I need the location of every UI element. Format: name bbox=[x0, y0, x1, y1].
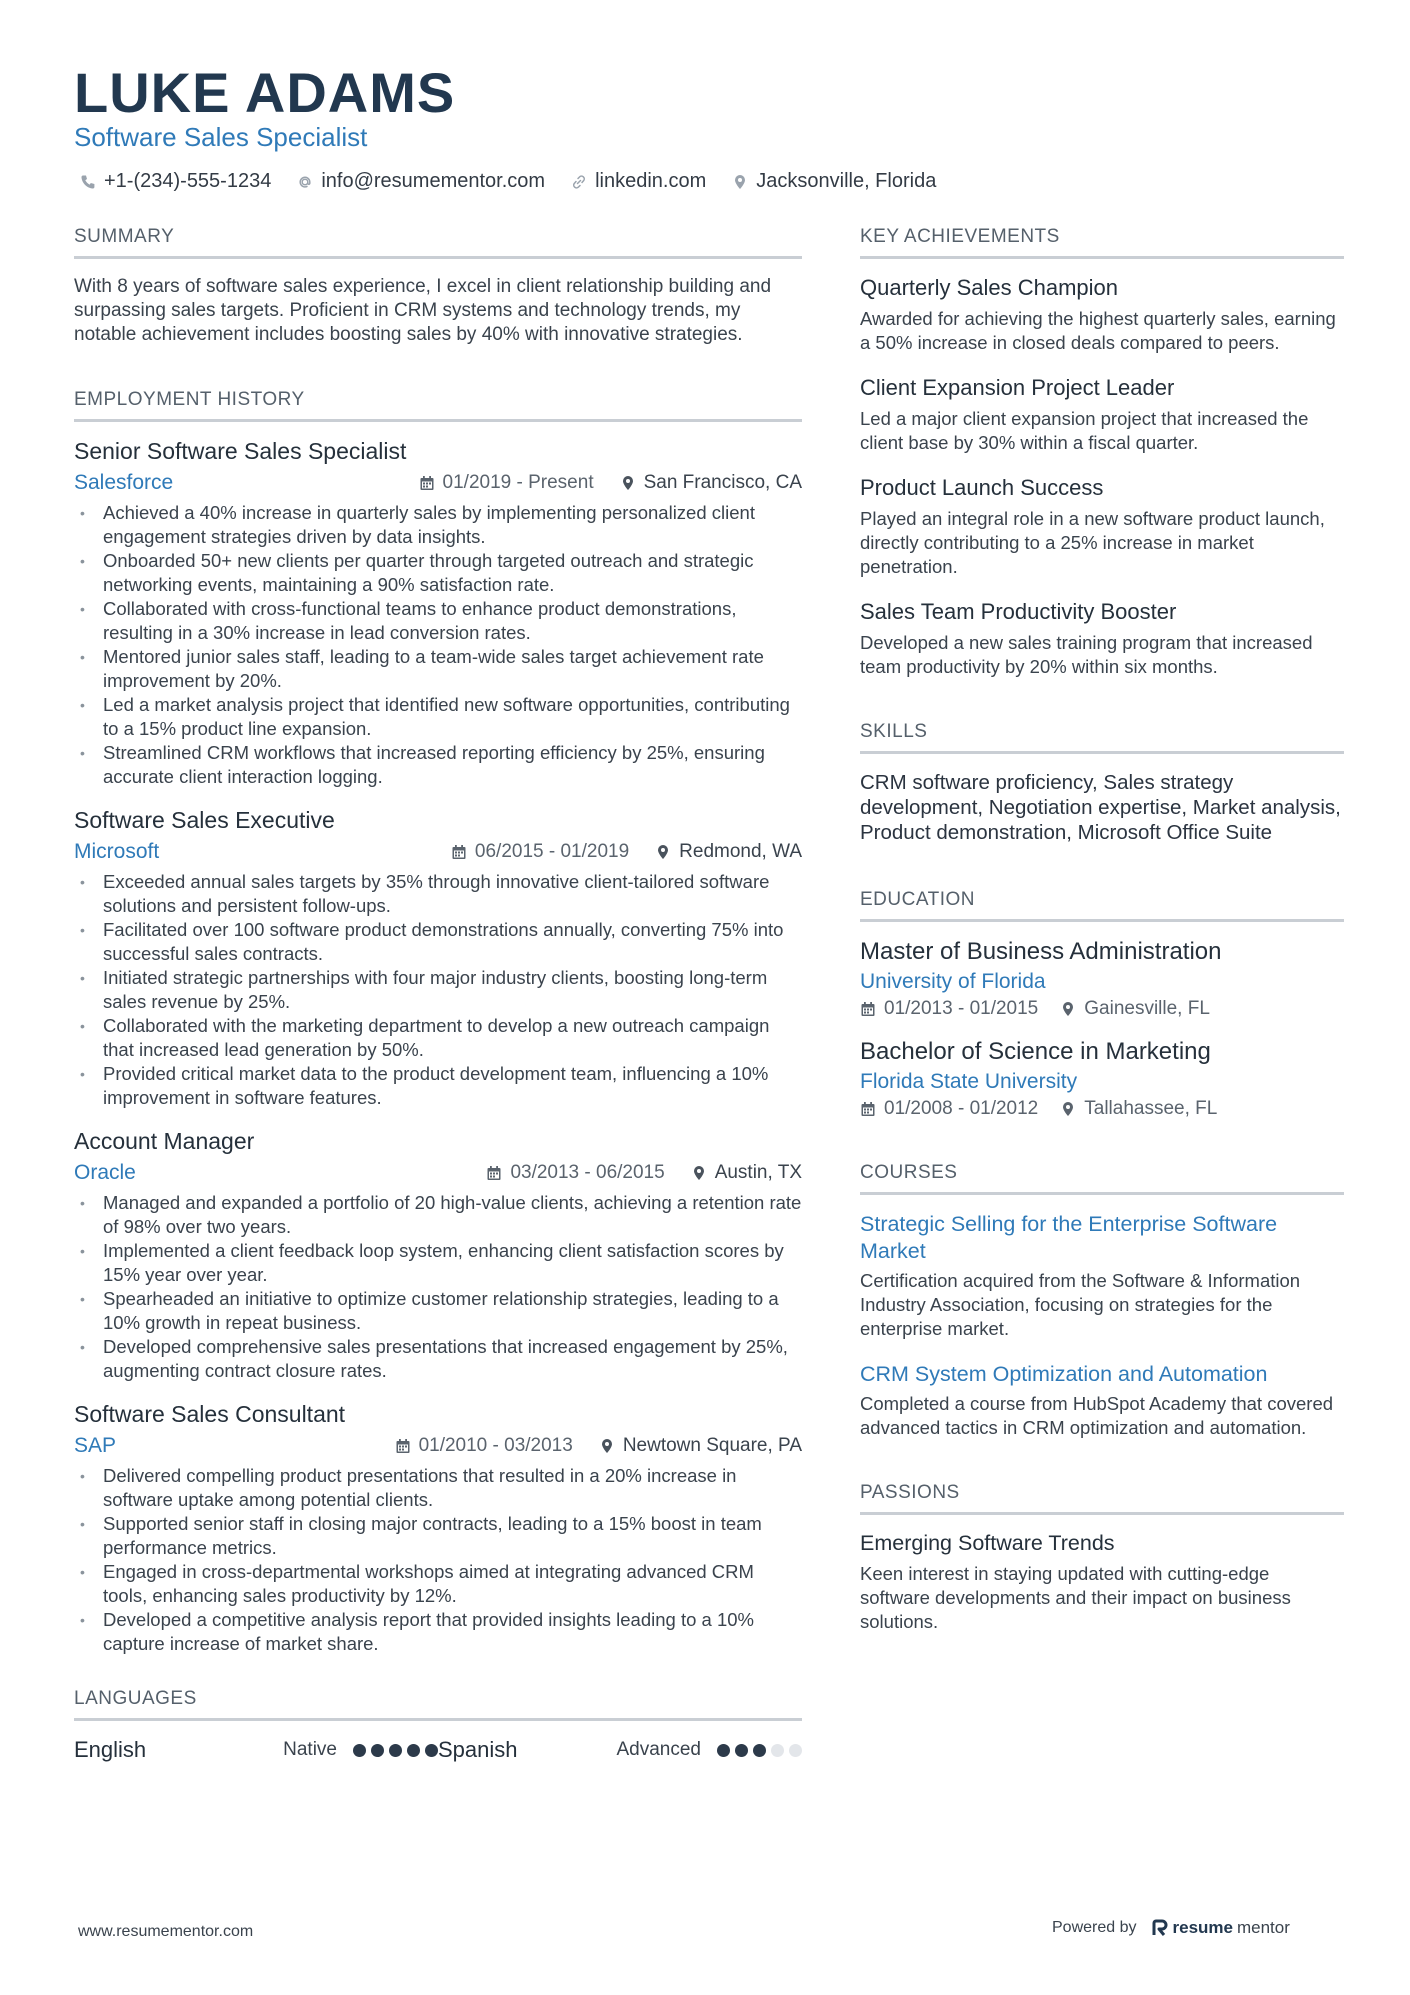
job-entry bbox=[74, 1128, 802, 1383]
job-bullet: • Developed comprehensive sales presentations that increased engagement by 25%, augmenting contract closure rates. bbox=[74, 1335, 802, 1383]
achievement-desc: Played an integral role in a new software product launch, directly contributing to a 25% increase in market penetration. bbox=[860, 508, 1325, 577]
job-bullet: • Facilitated over 100 software product demonstrations annually, converting 75% into successful sales contracts. bbox=[74, 918, 802, 966]
passions-heading: PASSIONS bbox=[860, 1482, 1344, 1515]
job-meta bbox=[74, 1161, 802, 1185]
achievement-title: Product Launch Success bbox=[860, 475, 1104, 500]
calendar-icon bbox=[486, 1165, 502, 1181]
candidate-name: LUKE ADAMS bbox=[74, 61, 456, 124]
job-bullets bbox=[74, 501, 802, 789]
proficiency-dot-empty bbox=[789, 1744, 802, 1757]
location-pin-icon bbox=[1060, 1001, 1076, 1017]
language-level: Native bbox=[283, 1739, 337, 1760]
job-title: Software Sales Consultant bbox=[74, 1401, 346, 1427]
passion-title: Emerging Software Trends bbox=[860, 1531, 1115, 1555]
achievement-title: Sales Team Productivity Booster bbox=[860, 599, 1177, 624]
job-location-text: Austin, TX bbox=[714, 1162, 802, 1183]
job-location-text: San Francisco, CA bbox=[643, 472, 802, 493]
language-name: English bbox=[74, 1737, 147, 1762]
brand-name-rest: mentor bbox=[1236, 1918, 1290, 1937]
job-location bbox=[599, 1435, 802, 1457]
proficiency-dot-filled bbox=[735, 1744, 748, 1757]
course-desc: Certification acquired from the Software & Information Industry Association, focusing on strategies for the enterprise market. bbox=[860, 1270, 1301, 1339]
passion-item bbox=[860, 1531, 1344, 1634]
education-location-text: Gainesville, FL bbox=[1084, 998, 1210, 1019]
job-location bbox=[691, 1162, 802, 1184]
summary-text: With 8 years of software sales experience, I excel in client relationship building and surpassing sales targets. Proficient in CRM systems and technology trends, my notable achievement includes boosting sales by 40% with innovative strategies. bbox=[74, 276, 772, 345]
proficiency-dot-filled bbox=[407, 1744, 420, 1757]
candidate-title: Software Sales Specialist bbox=[74, 122, 368, 152]
job-company: Microsoft bbox=[74, 840, 160, 863]
phone-icon bbox=[80, 174, 96, 190]
location-pin-icon bbox=[691, 1165, 707, 1181]
language-item bbox=[438, 1737, 802, 1763]
job-bullet: • Provided critical market data to the product development team, influencing a 10% improvement in software features. bbox=[74, 1062, 802, 1110]
location-pin-icon bbox=[655, 844, 671, 860]
job-dates bbox=[451, 841, 629, 863]
job-bullet: • Streamlined CRM workflows that increased reporting efficiency by 25%, ensuring accurate client interaction logging. bbox=[74, 741, 802, 789]
job-company: Salesforce bbox=[74, 471, 174, 494]
brand-logo[interactable] bbox=[1151, 1918, 1290, 1938]
education-location-text: Tallahassee, FL bbox=[1084, 1098, 1218, 1119]
contact-linkedin-text: linkedin.com bbox=[595, 170, 707, 192]
achievement-desc: Awarded for achieving the highest quarterly sales, earning a 50% increase in closed deals compared to peers. bbox=[860, 308, 1336, 353]
footer-branding bbox=[1052, 1918, 1290, 1938]
job-entry bbox=[74, 438, 802, 789]
calendar-icon bbox=[451, 844, 467, 860]
job-location-text: Redmond, WA bbox=[679, 841, 802, 862]
education-location bbox=[1060, 998, 1210, 1020]
education-dates-text: 01/2008 - 01/2012 bbox=[884, 1098, 1039, 1119]
language-level: Advanced bbox=[616, 1739, 701, 1760]
education-dates bbox=[860, 1098, 1038, 1120]
proficiency-dot-filled bbox=[389, 1744, 402, 1757]
job-location-text: Newtown Square, PA bbox=[622, 1435, 802, 1456]
course-item bbox=[860, 1211, 1344, 1341]
contact-email-text: info@resumementor.com bbox=[321, 170, 546, 192]
course-item bbox=[860, 1361, 1344, 1440]
achievement-item bbox=[860, 599, 1344, 679]
calendar-icon bbox=[419, 475, 435, 491]
course-title: CRM System Optimization and Automation bbox=[860, 1362, 1268, 1386]
education-school: University of Florida bbox=[860, 970, 1046, 993]
proficiency-dot-empty bbox=[771, 1744, 784, 1757]
link-icon bbox=[571, 174, 587, 190]
achievement-title: Client Expansion Project Leader bbox=[860, 375, 1175, 400]
job-entry bbox=[74, 807, 802, 1110]
achievement-desc: Led a major client expansion project that increased the client base by 30% within a fiscal quarter. bbox=[860, 408, 1309, 453]
calendar-icon bbox=[395, 1438, 411, 1454]
job-dates-text: 01/2019 - Present bbox=[442, 472, 594, 493]
job-bullets bbox=[74, 870, 802, 1110]
summary-heading: SUMMARY bbox=[74, 226, 802, 259]
proficiency-dot-filled bbox=[717, 1744, 730, 1757]
course-desc: Completed a course from HubSpot Academy that covered advanced tactics in CRM optimization and automation. bbox=[860, 1393, 1334, 1438]
job-bullet: • Delivered compelling product presentations that resulted in a 20% increase in software uptake among potential clients. bbox=[74, 1464, 802, 1512]
languages-heading: LANGUAGES bbox=[74, 1688, 802, 1721]
passion-desc: Keen interest in staying updated with cutting-edge software developments and their impact on business solutions. bbox=[860, 1563, 1291, 1632]
contact-location bbox=[732, 170, 936, 193]
skills-text: CRM software proficiency, Sales strategy development, Negotiation expertise, Market analysis, Product demonstration, Microsoft Office Suite bbox=[860, 771, 1341, 844]
job-location bbox=[655, 841, 802, 863]
achievement-desc: Developed a new sales training program that increased team productivity by 20% within six months. bbox=[860, 632, 1313, 677]
job-location bbox=[620, 472, 802, 494]
left-column bbox=[74, 226, 802, 1763]
job-bullet: • Engaged in cross-departmental workshops aimed at integrating advanced CRM tools, enhancing sales productivity by 12%. bbox=[74, 1560, 802, 1608]
education-heading: EDUCATION bbox=[860, 889, 1344, 922]
achievement-title: Quarterly Sales Champion bbox=[860, 275, 1119, 300]
contact-phone-text: +1-(234)-555-1234 bbox=[104, 170, 272, 192]
courses-heading: COURSES bbox=[860, 1162, 1344, 1195]
skills-heading: SKILLS bbox=[860, 721, 1344, 754]
job-bullet: • Onboarded 50+ new clients per quarter through targeted outreach and strategic networking events, maintaining a 90% satisfaction rate. bbox=[74, 549, 802, 597]
job-bullet: • Supported senior staff in closing major contracts, leading to a 15% boost in team performance metrics. bbox=[74, 1512, 802, 1560]
job-meta bbox=[74, 840, 802, 864]
job-bullet: • Collaborated with cross-functional teams to enhance product demonstrations, resulting in a 30% increase in lead conversion rates. bbox=[74, 597, 802, 645]
footer-website[interactable]: www.resumementor.com bbox=[78, 1923, 254, 1940]
job-bullet: • Spearheaded an initiative to optimize customer relationship strategies, leading to a 10% growth in repeat business. bbox=[74, 1287, 802, 1335]
proficiency-dot-filled bbox=[353, 1744, 366, 1757]
job-title: Account Manager bbox=[74, 1128, 255, 1154]
job-bullets bbox=[74, 1464, 802, 1656]
achievements-heading: KEY ACHIEVEMENTS bbox=[860, 226, 1344, 259]
achievement-item bbox=[860, 475, 1344, 579]
brand-name-bold: resume bbox=[1172, 1918, 1233, 1937]
job-dates-text: 03/2013 - 06/2015 bbox=[510, 1162, 665, 1183]
at-icon bbox=[297, 174, 313, 190]
job-bullet: • Collaborated with the marketing department to develop a new outreach campaign that increased lead generation by 50%. bbox=[74, 1014, 802, 1062]
job-dates bbox=[395, 1435, 573, 1457]
education-item bbox=[860, 1038, 1344, 1120]
language-name: Spanish bbox=[438, 1737, 518, 1762]
education-dates bbox=[860, 998, 1038, 1020]
proficiency-dot-filled bbox=[425, 1744, 438, 1757]
job-company: SAP bbox=[74, 1434, 117, 1457]
job-bullet: • Led a market analysis project that identified new software opportunities, contributing to a 15% product line expansion. bbox=[74, 693, 802, 741]
contact-linkedin[interactable] bbox=[571, 170, 706, 193]
location-pin-icon bbox=[732, 174, 748, 190]
language-dots bbox=[717, 1744, 802, 1757]
education-degree: Bachelor of Science in Marketing bbox=[860, 1038, 1211, 1065]
job-bullet: • Implemented a client feedback loop system, enhancing client satisfaction scores by 15% year over year. bbox=[74, 1239, 802, 1287]
job-dates bbox=[419, 472, 594, 494]
achievement-item bbox=[860, 375, 1344, 455]
job-bullet: • Mentored junior sales staff, leading to a team-wide sales target achievement rate improvement by 20%. bbox=[74, 645, 802, 693]
job-meta bbox=[74, 471, 802, 495]
job-entry bbox=[74, 1401, 802, 1656]
job-company: Oracle bbox=[74, 1161, 136, 1184]
employment-heading: EMPLOYMENT HISTORY bbox=[74, 389, 802, 422]
job-bullet: • Developed a competitive analysis report that provided insights leading to a 10% capture increase of market share. bbox=[74, 1608, 802, 1656]
location-pin-icon bbox=[620, 475, 636, 491]
language-dots bbox=[353, 1744, 438, 1757]
job-bullet: • Exceeded annual sales targets by 35% through innovative client-tailored software solutions and persistent follow-ups. bbox=[74, 870, 802, 918]
job-bullet: • Initiated strategic partnerships with four major industry clients, boosting long-term sales revenue by 25%. bbox=[74, 966, 802, 1014]
contact-email[interactable] bbox=[297, 170, 545, 193]
achievement-item bbox=[860, 275, 1344, 355]
resumementor-logo-icon bbox=[1151, 1919, 1169, 1937]
right-column bbox=[860, 226, 1344, 1634]
job-bullets bbox=[74, 1191, 802, 1383]
calendar-icon bbox=[860, 1101, 876, 1117]
course-title: Strategic Selling for the Enterprise Software Market bbox=[860, 1212, 1278, 1263]
contact-phone[interactable] bbox=[80, 170, 271, 193]
language-item bbox=[74, 1737, 438, 1763]
powered-by-label: Powered by bbox=[1052, 1919, 1137, 1936]
job-meta bbox=[74, 1434, 802, 1458]
job-title: Software Sales Executive bbox=[74, 807, 335, 833]
job-dates-text: 06/2015 - 01/2019 bbox=[474, 841, 630, 862]
location-pin-icon bbox=[599, 1438, 615, 1454]
calendar-icon bbox=[860, 1001, 876, 1017]
education-item bbox=[860, 938, 1344, 1020]
location-pin-icon bbox=[1060, 1101, 1076, 1117]
job-bullet: • Achieved a 40% increase in quarterly sales by implementing personalized client engagement strategies driven by data insights. bbox=[74, 501, 802, 549]
proficiency-dot-filled bbox=[753, 1744, 766, 1757]
languages-list bbox=[74, 1737, 802, 1763]
education-dates-text: 01/2013 - 01/2015 bbox=[884, 998, 1039, 1019]
education-school: Florida State University bbox=[860, 1070, 1078, 1093]
education-location bbox=[1060, 1098, 1217, 1120]
contact-location-text: Jacksonville, Florida bbox=[756, 170, 937, 192]
education-degree: Master of Business Administration bbox=[860, 938, 1222, 965]
job-bullet: • Managed and expanded a portfolio of 20 high-value clients, achieving a retention rate of 98% over two years. bbox=[74, 1191, 802, 1239]
job-dates-text: 01/2010 - 03/2013 bbox=[418, 1435, 573, 1456]
job-title: Senior Software Sales Specialist bbox=[74, 438, 407, 464]
job-dates bbox=[486, 1162, 664, 1184]
proficiency-dot-filled bbox=[371, 1744, 384, 1757]
contact-bar bbox=[80, 170, 936, 193]
